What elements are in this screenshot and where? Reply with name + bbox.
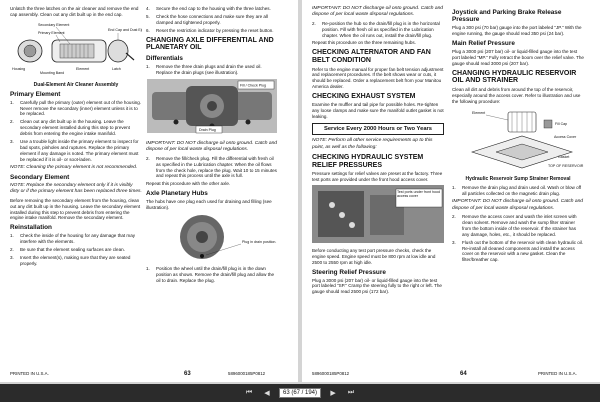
doc-id: 5896000185P0812: [228, 371, 266, 376]
list-item: 2. Re-position the hub so the drain/fill plug is in the horizontal position. Fill with fresh oil as specified in the Lubrication chapter. When the oil runs out, install the drain/fill plug.: [312, 20, 440, 38]
important-note: IMPORTANT: DO NOT discharge oil onto ground. Catch and dispose of per local waste disposal regulations.: [312, 6, 444, 18]
fig-label-drain-plug: Drain Plug: [199, 127, 216, 132]
differentials-steps: [146, 64, 278, 76]
hub-steps: [312, 21, 444, 39]
list-item: 1. Remove the three drain plugs and drain the used oil. Replace the drain plugs (see illustration).: [146, 64, 262, 76]
fig-label-primary: Primary Element: [38, 30, 65, 35]
steering-relief-text: Plug a 3000 psi (207 bar) oil- or liquid-filled gauge into the test port labeled "SP." Cramp the steering fully to the right or left. The gauge should read 2500 psi (172 bar).: [312, 277, 442, 295]
important-note: IMPORTANT: DO NOT discharge oil onto ground. Catch and dispose of per local waste disposal regulations.: [146, 140, 278, 153]
footer-printed: PRINTED IN U.S.A.: [538, 371, 577, 376]
joystick-heading: Joystick and Parking Brake Release Pressure: [452, 9, 562, 24]
hydraulic-relief-text: Pressure settings for relief valves are preset at the factory. Three test ports are provided under the front hood access cover.: [312, 171, 443, 183]
list-item: 3. Use a trouble light inside the primary element to inspect for bad spots, pinholes and ruptures. Replace the primary element if any damage is noted. The primary element must be replaced if it is oil- or soot-laden.: [10, 139, 139, 162]
primary-note: NOTE: Cleaning the primary element is not recommended.: [10, 164, 138, 170]
fig-label-element: Element: [76, 66, 90, 71]
right-page: [302, 0, 600, 382]
planetary-intro: The hubs have one plug each used for draining and filling (see illustration).: [146, 199, 272, 210]
secondary-element-heading: Secondary Element: [10, 174, 70, 182]
steering-relief-heading: Steering Relief Pressure: [312, 268, 386, 276]
fig-label-test-ports: Test ports under front hood access cover: [397, 189, 440, 199]
planetary-steps: [146, 266, 278, 284]
engine-speed-text: Before conducting any test port pressure checks, check the engine speed. Engine speed must be 800 rpm at low idle and 2500 to 2550 rpm at high idle.: [312, 247, 436, 265]
fig-caption: Hydraulic Reservoir Sump Strainer Removal: [465, 176, 571, 183]
fig-label-access-cover: Access Cover: [554, 135, 577, 140]
repeat-text: Repeat this procedure with the other axle.: [146, 181, 231, 187]
hub-figure: [146, 213, 278, 261]
doc-id: 5896000185P0812: [312, 371, 350, 376]
list-item: 1. Position the wheel until the drain/fill plug is in the down position as shown. Remove the drain/fill plug and allow the oil to drain. Replace the plug.: [146, 265, 275, 283]
prev-page-icon[interactable]: ◀: [264, 390, 270, 397]
list-item: 2. Remove the fill/check plug. Fill the differential with fresh oil as specified in the Lubrication chapter. When the oil flows from the check hole, replace the plug. Wait 10 to 15 minutes and repeat this process until the axle is full.: [146, 155, 277, 179]
differentials-steps-2: [146, 156, 278, 180]
left-col-2: [146, 6, 278, 286]
reservoir-text: Clean all dirt and debris from around the top of the reservoir, especially around the access cover. Refer to illustration and use the following procedure:: [452, 86, 581, 104]
page-number: 63: [184, 371, 191, 377]
list-item: 2. Be sure that the element sealing surfaces are clean.: [10, 247, 125, 253]
service-note: NOTE: Perform all other service requirements up to this point, as well as the following:: [312, 138, 433, 150]
secondary-note: NOTE: Replace the secondary element only if it is visibly dirty or if the primary element has been replaced three times.: [10, 182, 142, 195]
exhaust-heading: CHECKING EXHAUST SYSTEM: [312, 93, 416, 101]
intro-text: Unlatch the three latches on the air cleaner and remove the end cap assembly. Clean out any dirt built up in the end cap.: [10, 6, 139, 17]
list-item: 5. Check the hose connections and make sure they are all clamped and tightened properly.: [146, 13, 268, 25]
first-page-icon[interactable]: ⏮: [245, 389, 253, 396]
right-col-2: [452, 6, 584, 265]
fig-label-housing: Housing: [12, 66, 26, 71]
last-page-icon[interactable]: ⏭: [347, 389, 355, 396]
fig-label-endcap: End Cap and Dust E: [108, 27, 141, 32]
list-item: 1. Remove the drain plug and drain used oil. Wash or blow off all particles collected on the magnetic drain plug.: [452, 185, 582, 197]
page-number-input[interactable]: 63 (67 / 194): [279, 388, 321, 398]
left-page: [0, 0, 298, 382]
list-item: 1. Check the inside of the housing for any damage that may interfere with the elements.: [10, 233, 136, 245]
fig-label-top-reservoir: TOP OF RESERVOIR: [548, 164, 584, 169]
alternator-text: Refer to the engine manual for proper fan belt tension adjustment and replacement procedures. If the belt shows wear or cuts, it should be replaced. Order a replacement belt from your Manitou America dealer.: [312, 66, 444, 90]
footer-printed: PRINTED IN U.S.A.: [10, 371, 49, 376]
reservoir-heading: CHANGING HYDRAULIC RESERVOIR OIL AND STRAINER: [452, 69, 577, 85]
list-item: 3. Insert the element(s), making sure that they are seated properly.: [10, 254, 131, 266]
fig-label-latch: Latch: [112, 66, 121, 71]
main-relief-heading: Main Relief Pressure: [452, 40, 515, 48]
list-item: 4. Secure the end cap to the housing with the three latches.: [146, 6, 271, 11]
list-item: 2. Remove the access cover and wash the inlet screen with clean solvent. Remove and wash the sump filter strainer from the bottom inside of the reservoir. If the strainer has any damage, holes, etc., it should be replaced.: [452, 214, 577, 237]
secondary-body: Before removing the secondary element from the housing, clean out any dirt built up in the housing. Leave the secondary element installed during this step to prevent debris from entering the engine intake manifold. Remove the secondary element.: [10, 197, 141, 221]
alternator-heading: CHECKING ALTERNATOR AND FAN BELT CONDITION: [312, 49, 431, 65]
right-col-1: [312, 6, 444, 297]
next-page-icon[interactable]: ▶: [330, 390, 336, 397]
important-note: IMPORTANT: DO NOT discharge oil onto ground. Catch and dispose of per local waste disposal regulations.: [452, 199, 584, 211]
air-cleaner-figure: [10, 20, 142, 76]
list-item: 2. Clean out any dirt built up in the housing. Leave the secondary element installed during this step to prevent debris from entering the engine intake manifold.: [10, 119, 130, 137]
reinstallation-steps-cont: [146, 6, 278, 34]
fig-label-secondary: Secondary Element: [38, 22, 70, 27]
main-relief-text: Plug a 3000 psi (207 bar) oil- or liquid-filled gauge into the test port labeled "MP." Fully retract the boom over the relief valve. The gauge should read 3000 psi (207 bar).: [452, 48, 584, 66]
fig-label-gasket: Gasket: [558, 155, 570, 160]
fig-label-element: Element: [472, 111, 486, 116]
fig-label-fill-check: Fill / Check Plug: [240, 83, 266, 88]
reservoir-steps: [452, 185, 584, 197]
repeat-text: Repeat this procedure on the three remaining hubs.: [312, 40, 416, 46]
fig-caption: Dual-Element Air Cleaner Assembly: [33, 81, 119, 88]
fig-label-band: Mounting Band: [40, 70, 65, 75]
page-number: 64: [460, 371, 467, 377]
joystick-text: Plug a 300 psi (70 bar) gauge into the port labeled "JP." With the engine running, the gauge should read 350 psi (24 bar).: [452, 25, 582, 37]
planetary-hubs-heading: Axle Planetary Hubs: [146, 190, 208, 198]
primary-element-steps: [10, 100, 142, 163]
service-interval-box: Service Every 2000 Hours or Two Years: [312, 123, 444, 135]
test-ports-figure: [312, 185, 444, 243]
fig-label-plug: Plug in drain position.: [242, 239, 277, 244]
primary-element-heading: Primary Element: [10, 90, 61, 98]
axle-oil-heading: CHANGING AXLE DIFFERENTIAL AND PLANETARY OIL: [146, 36, 274, 52]
list-item: 6. Reset the restriction indicator by pressing the reset button.: [146, 27, 274, 33]
reservoir-steps-2: [452, 214, 584, 263]
differential-figure: [146, 78, 278, 134]
exhaust-text: Examine the muffler and tail pipe for possible holes. Re-tighten any loose clamps and make sure the manifold outlet gasket is not leaking.: [312, 102, 444, 120]
differentials-heading: Differentials: [146, 55, 183, 63]
reinstallation-steps: [10, 233, 142, 267]
hydraulic-relief-heading: CHECKING HYDRAULIC SYSTEM RELIEF PRESSURES: [312, 153, 424, 169]
fig-label-fill-cap: Fill Cap: [555, 122, 568, 127]
left-col-1: [10, 6, 142, 269]
reinstallation-heading: Reinstallation: [10, 224, 52, 232]
viewer-toolbar: [0, 384, 600, 402]
list-item: 1. Carefully pull the primary (outer) element out of the housing. Never remove the secondary (inner) element unless it is to be replaced.: [10, 99, 142, 117]
list-item: 3. Flush out the bottom of the reservoir with clean hydraulic oil. Re-install all cleaned components and install the access cover on the reservoir with a new gasket. Clean the filter/breather cap.: [452, 239, 584, 263]
reservoir-figure: [452, 106, 584, 170]
